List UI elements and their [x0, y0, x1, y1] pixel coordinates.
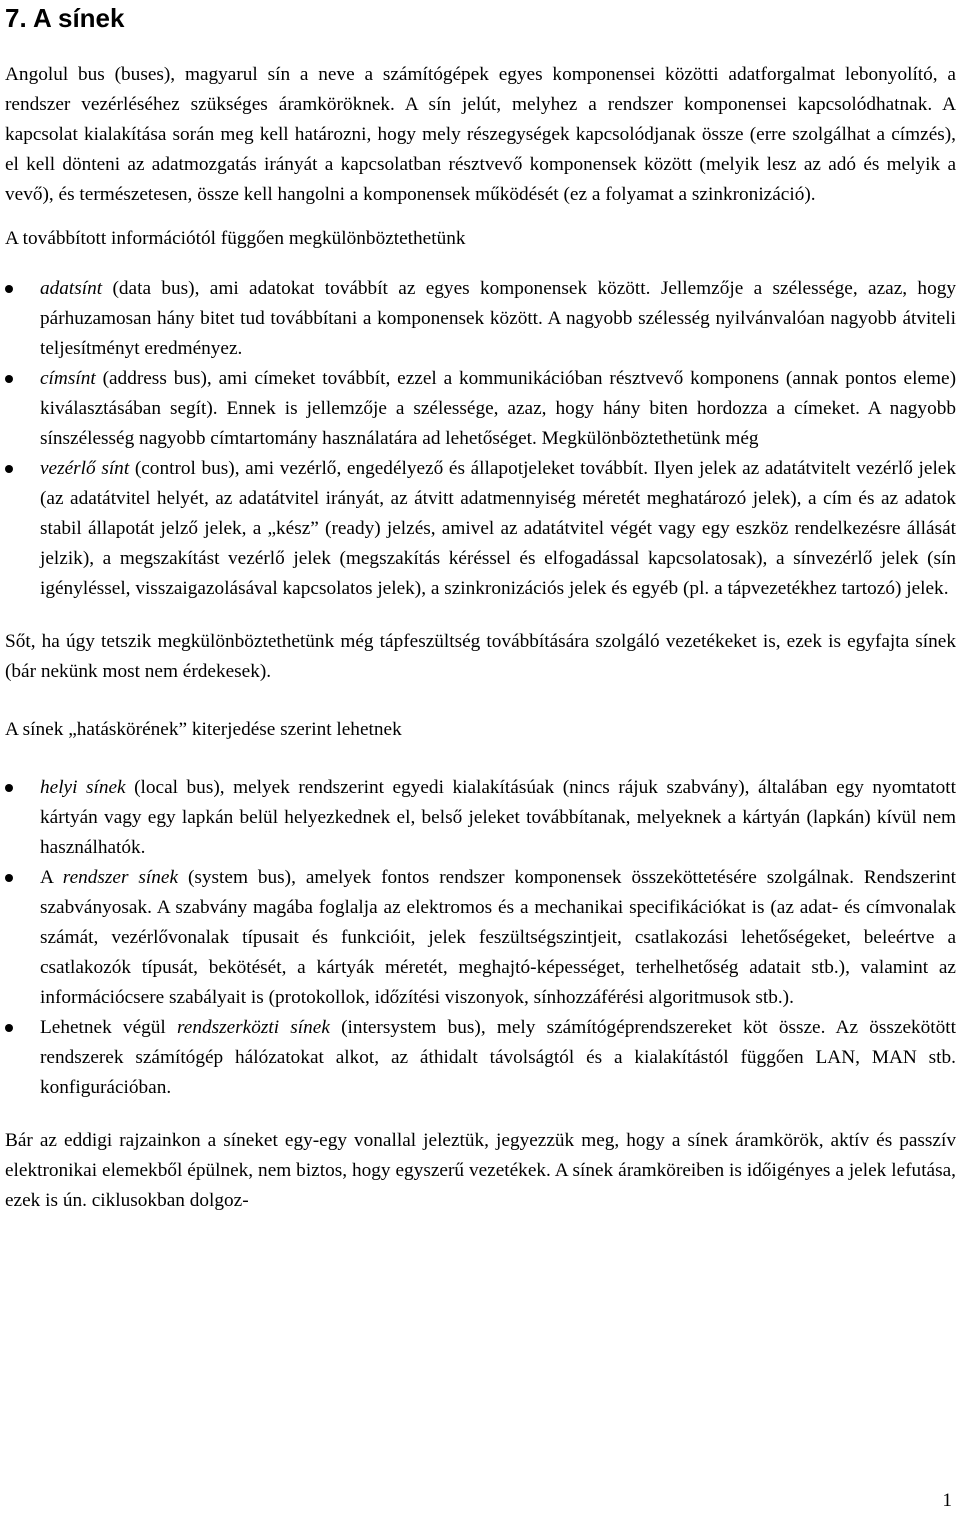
list-item-term: rendszer sínek	[62, 867, 179, 888]
list-item-text: (control bus), ami vezérlő, engedélyező és állapotjeleket továbbít. Ilyen jelek az adatátvitelt vezérlő jelek (az adatátvitel helyét, az adatátvitel irányát, az átvitt adatmennyiség méretét meghatározó jelek), a cím és az adatok stabil állapotát jelző jelek, a „kész” (ready) jelzés, amivel az adatátvitel végét vagy egy eszköz rendelkezésre állását jelzik), a megszakítást vezérlő jelek (megszakítás kéréssel és elfogadással kapcsolatosak), a sínvezérlő jelek (sín igényléssel, visszaigazolásával kapcsolatos jelek), a szinkronizációs jelek és egyéb (pl. a tápvezetékhez tartozó) jelek.	[40, 458, 956, 599]
list-item-text: (data bus), ami adatokat továbbít az egyes komponensek között. Jellemzője a szélessége, azaz, hogy párhuzamosan hány bitet tud továbbítani a komponensek között. A nagyobb szélesség nyilvánvalóan nagyobb átviteli teljesítményt eredményez.	[40, 278, 956, 359]
list-item-text: (local bus), melyek rendszerint egyedi kialakításúak (nincs rájuk szabvány), általában egy nyomtatott kártyán vagy egy lapkán belül helyezkednek el, belső jeleket továbbítanak, melyeknek a kártyán (lapkán) kívül nem használhatók.	[40, 777, 956, 858]
list-item-term: helyi sínek	[40, 777, 126, 798]
bus-types-intro: A továbbított információtól függően megkülönböztethetünk	[5, 228, 466, 249]
bus-scope-list	[5, 773, 956, 1103]
list-item-term: adatsínt	[40, 278, 103, 299]
bullet-icon	[5, 465, 13, 473]
scope-intro: A sínek „hatáskörének” kiterjedése szerint lehetnek	[5, 719, 402, 740]
list-item-term: vezérlő sínt	[40, 458, 130, 479]
list-item	[5, 364, 956, 454]
bullet-icon	[5, 375, 13, 383]
list-item-term: címsínt	[40, 368, 96, 389]
page-number: 1	[942, 1490, 952, 1511]
list-item	[5, 863, 956, 1013]
supply-paragraph: Sőt, ha úgy tetszik megkülönböztethetünk még tápfeszültség továbbítására szolgáló vezetékeket is, ezek is egyfajta sínek (bár nekünk most nem érdekesek).	[5, 631, 956, 682]
list-item	[5, 454, 956, 604]
list-item-prefix: A	[40, 867, 63, 888]
bullet-icon	[5, 285, 13, 293]
list-item-term: rendszerközti sínek	[176, 1017, 330, 1038]
intro-paragraph: Angolul bus (buses), magyarul sín a neve a számítógépek egyes komponensei közötti adatforgalmat lebonyolító, a rendszer vezérléséhez szükséges áramköröknek. A sín jelút, melyhez a rendszer komponensei kapcsolódhatnak. A kapcsolat kialakítása során meg kell határozni, hogy mely részegységek kapcsolódjanak össze (erre szolgálhat a címzés), el kell dönteni az adatmozgatás irányát a kapcsolatban résztvevő komponensek között (melyik lesz az adó és melyik a vevő), és természetesen, össze kell hangolni a komponensek működését (ez a folyamat a szinkronizáció).	[5, 64, 956, 205]
list-item	[5, 1013, 956, 1103]
bus-type-list	[5, 274, 956, 604]
list-item-text: (intersystem bus), mely számítógéprendszereket köt össze. Az összekötött rendszerek számítógép hálózatokat alkot, az áthidalt távolságtól és a kialakítástól függően LAN, MAN stb. konfigurációban.	[40, 1017, 956, 1098]
bullet-icon	[5, 1024, 13, 1032]
list-item-text: (system bus), amelyek fontos rendszer komponensek összeköttetésére szolgálnak. Rendszerint szabványosak. A szabvány magába foglalja az elektromos és a mechanikai specifikációkat is (az adat- és címvonalak számát, vezérlővonalak típusait és funkcióit, jelek feszültségszintjeit, csatlakozási lehetőségeket, beleértve a csatlakozók típusát, bekötését, a kártyák méretét, meghajtó-képességet, terhelhetőség adatait stb.), valamint az információcsere szabályait is (protokollok, időzítési viszonyok, sínhozzáférési algoritmusok stb.).	[40, 867, 956, 1008]
closing-paragraph: Bár az eddigi rajzainkon a síneket egy-egy vonallal jeleztük, jegyezzük meg, hogy a sínek áramkörök, aktív és passzív elektronikai elemekből épülnek, nem biztos, hogy egyszerű vezetékek. A sínek áramköreiben is időigényes a jelek lefutása, ezek is ún. ciklusokban dolgoz-	[5, 1130, 956, 1211]
list-item-text: (address bus), ami címeket továbbít, ezzel a kommunikációban résztvevő komponens (annak pontos eleme) kiválasztásában segít). Ennek is jellemzője a szélessége, azaz, hogy hány biten hordozza a címeket. A nagyobb sínszélesség nagyobb címtartomány használatára ad lehetőséget. Megkülönböztethetünk még	[40, 368, 956, 449]
bullet-icon	[5, 784, 13, 792]
section-heading: 7. A sínek	[5, 3, 125, 33]
list-item	[5, 274, 956, 364]
list-item-prefix: Lehetnek végül	[40, 1017, 177, 1038]
list-item	[5, 773, 956, 863]
bullet-icon	[5, 874, 13, 882]
